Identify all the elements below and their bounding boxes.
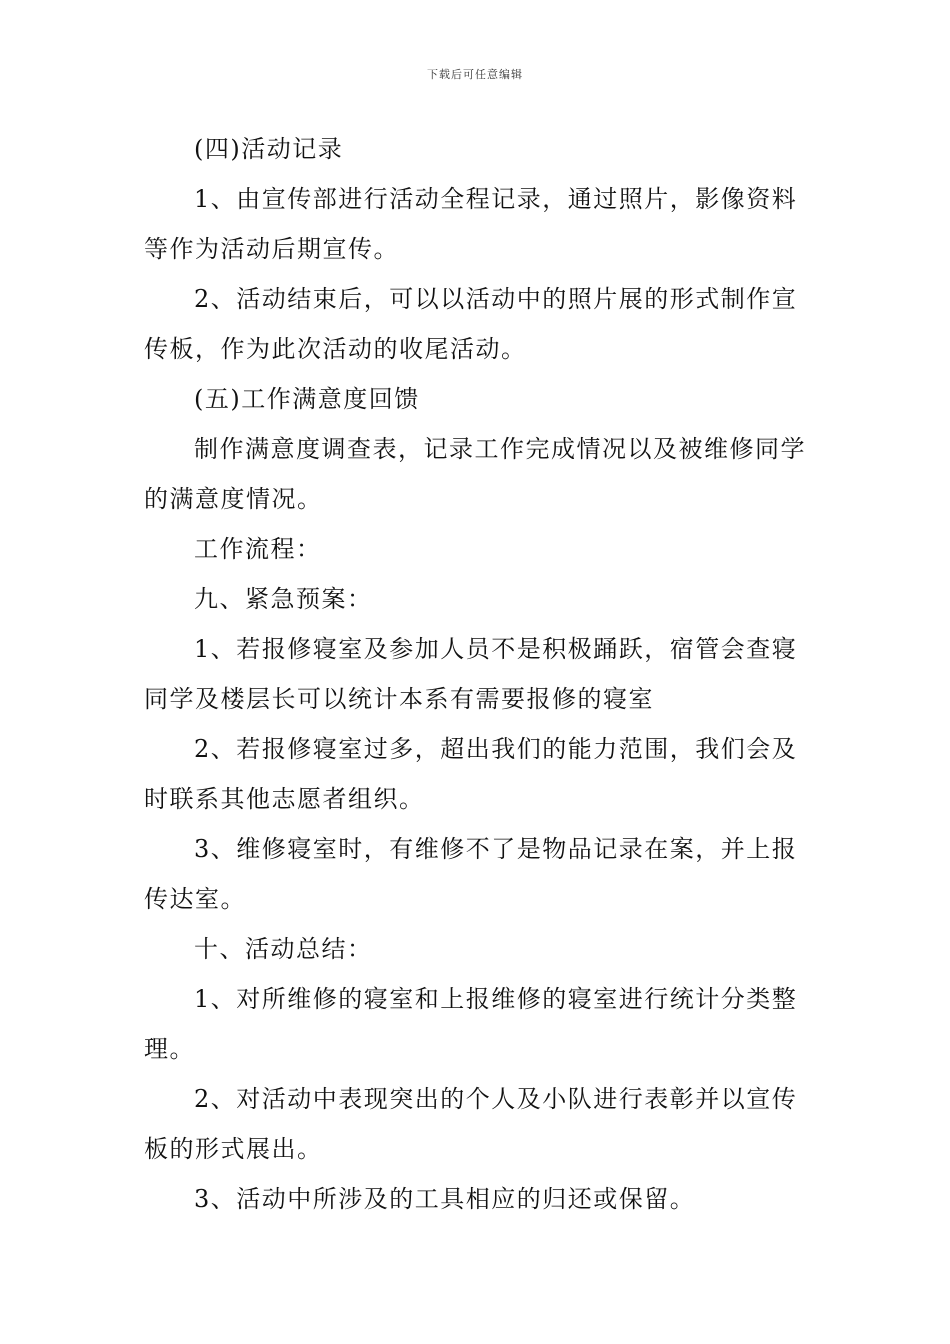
document-body: [144, 124, 808, 1224]
paragraph: 3、维修寝室时，有维修不了是物品记录在案，并上报传达室。: [144, 835, 798, 913]
section-heading-emergency-plan: 九、紧急预案：: [194, 585, 373, 613]
paragraph: 2、若报修寝室过多，超出我们的能力范围，我们会及时联系其他志愿者组织。: [144, 735, 798, 813]
section-heading-activity-record: (四)活动记录: [194, 135, 344, 163]
paragraph: 1、若报修寝室及参加人员不是积极踊跃，宿管会查寝同学及楼层长可以统计本系有需要报修的寝室: [144, 635, 798, 713]
paragraph: 2、对活动中表现突出的个人及小队进行表彰并以宣传板的形式展出。: [144, 1085, 798, 1163]
paragraph: 2、活动结束后，可以以活动中的照片展的形式制作宣传板，作为此次活动的收尾活动。: [144, 285, 798, 363]
paragraph: 制作满意度调查表，记录工作完成情况以及被维修同学的满意度情况。: [144, 435, 806, 513]
section-heading-satisfaction-feedback: (五)工作满意度回馈: [194, 385, 420, 413]
header-note: 下载后可任意编辑: [427, 68, 523, 81]
paragraph: 1、由宣传部进行活动全程记录，通过照片，影像资料等作为活动后期宣传。: [144, 185, 798, 263]
paragraph: 1、对所维修的寝室和上报维修的寝室进行统计分类整理。: [144, 985, 798, 1063]
paragraph: 3、活动中所涉及的工具相应的归还或保留。: [194, 1185, 696, 1213]
section-heading-workflow: 工作流程：: [194, 535, 322, 563]
section-heading-activity-summary: 十、活动总结：: [194, 935, 373, 963]
